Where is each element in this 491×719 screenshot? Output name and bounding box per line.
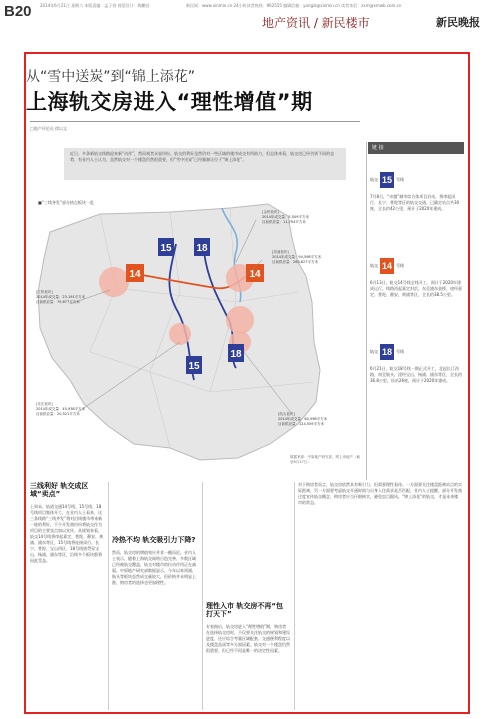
line-14-badge: 14 bbox=[380, 258, 394, 274]
line-15-marker bbox=[158, 238, 174, 256]
hotspot-circle bbox=[226, 306, 254, 334]
column-divider bbox=[202, 482, 203, 710]
svg-text:15: 15 bbox=[188, 361, 200, 372]
svg-text:14: 14 bbox=[129, 269, 141, 280]
contact-meta: 新民网：www.xinmin.cn 24小时读者热线：962555 编辑信箱：yangzi@xinmin.cn 读者来信：zxm@xmwb.com.cn bbox=[186, 3, 402, 8]
column-3-subhead: 理性入市 轨交房不再“包打天下” bbox=[206, 602, 284, 618]
svg-text:15: 15 bbox=[160, 243, 172, 254]
svg-text:18: 18 bbox=[230, 349, 242, 360]
callout-xinzhuang: [莘庄板块] 2014年成交量：45,938平方米 目前供应量：20,521平方米 bbox=[36, 402, 86, 416]
column-divider bbox=[108, 482, 109, 710]
column-1 bbox=[30, 482, 104, 564]
section-title: 地产资讯 / 新民楼市 bbox=[262, 16, 370, 30]
column-1-text: 上周末，轨道交通14号线、15号线、18号线项目集体开工，在业内人士看来，这三条线路“三线齐发”将对沿线楼市带来新一轮的利好，不少开发商纷纷将轨交作为项目的主要卖点加以宣传。从规划来看，轨交14号线将串起嘉定、普陀、静安、黄浦、浦东等区，15号线将连接闵行、长宁、普陀、宝山四区，18号线则贯穿宝山、杨浦、浦东等区，沿线多个板块都将因此受益。 bbox=[30, 504, 104, 563]
hotspot-circle bbox=[169, 323, 191, 345]
line-15-label: 轨交 15 号线 bbox=[370, 172, 404, 188]
sidebar-divider bbox=[366, 142, 367, 480]
sidebar-header-label: 链 接 bbox=[372, 145, 384, 151]
svg-text:14: 14 bbox=[249, 269, 261, 280]
article-headline: 上海轨交房进入“理性增值”期 bbox=[26, 90, 313, 114]
column-2-subhead: 冷热不均 轨交吸引力下降? bbox=[112, 536, 196, 544]
callout-hangtou: [航头板块] 2014年成交量：60,596平方米 目前供应量：124,559平方米 bbox=[278, 412, 328, 426]
line-18-marker bbox=[194, 238, 210, 256]
line-14-marker-west bbox=[126, 264, 144, 282]
column-3-text: 专家指出，轨交房进入“理性增值”期，购房者在选择轨交房时，不仅要关注轨交的规划和建设进度，还应综合考量区域配套、交通便利程度以及楼盘品质等多方面因素。轨交对一个楼盘仍然很重要，但已经不再是唯一的决定性因素。 bbox=[206, 624, 290, 653]
column-4 bbox=[298, 482, 462, 506]
line-15-marker-south bbox=[186, 356, 202, 374]
line-15-badge: 15 bbox=[380, 172, 394, 188]
line-18-badge: 18 bbox=[380, 344, 394, 360]
article-lead: 近日，多条新轨交线路迎来新“动作”，然而观者众说纷纭。轨交的利好虽然仍对一些区域的楼市成交有所助力，但总体来看，轨交房已经告别不同的态势，有业内人士认为，虽然轨交对一个楼盘仍然很重要，但“雪中送炭”已经渐渐让位于“锦上添花”。 bbox=[64, 148, 346, 180]
line-18-label: 轨交 18 号线 bbox=[370, 344, 404, 360]
line-18-marker-south bbox=[228, 344, 244, 362]
article-byline: □地产评论员 徐以文 bbox=[30, 126, 68, 131]
line-18-text: 6月21日，轨交18号线一期正式开工，北起长江西路，南至航头，途经宝山、杨浦、浦东等区，全长约36.8公里，设站26座，预计于2020年建成。 bbox=[370, 366, 462, 383]
line-15-text: 7月8日，“卓越”城市综合体项目启动，将串起闵行、长宁、普陀等区的轨交交通，已确定站点共30座，全长约42公里，预计于2020年建成。 bbox=[370, 194, 460, 211]
article-kicker: 从“雪中送炭”到“锦上添花” bbox=[26, 69, 196, 85]
column-2-text: 然而，轨交房的增值效应并非一概而论。业内人士表示，随着上海轨交网络日趋完善，多数区域已经被轨交覆盖，轨交对楼市的拉动作用正在减弱。中原地产研究部数据显示，今年以来周浦、航头等板块虽然成交量较大，但价格并未明显上涨，购房者的选择也更加理性。 bbox=[112, 550, 196, 585]
column-divider bbox=[294, 482, 295, 710]
column-1-title: 三线利好 轨交成区域“卖点” bbox=[30, 482, 89, 498]
column-3 bbox=[206, 482, 290, 654]
map-source: 数据来源：中原地产研究部，网上房地产（截至6月17日） bbox=[290, 455, 360, 464]
column-2 bbox=[112, 482, 198, 586]
page-number: B20 bbox=[4, 3, 32, 20]
callout-jinqiao: [金桥板块] 2014年成交量：5,509平方米 目前供应量：11,794平方米 bbox=[262, 210, 309, 224]
column-4-text: 对于购房者而言，轨交房依然具有吸引力，但需要理性看待。一方面要关注楼盘距离站点的实际距离，另一方面要考虑轨交开通时间与自身入住需求是否匹配。业内人士提醒，部分开发商过度宣传轨交概念，购房者应当仔细核实，避免盲目跟风。“锦上添花”的轨交，才是未来楼市的常态。 bbox=[298, 482, 462, 505]
edition-meta: 2014年6月21日 星期六 本版责编：孟子容 视觉设计：陶鹏昌 bbox=[40, 3, 150, 8]
callout-jiangqiao: [江桥板块] 2014年成交量：23,191平方米 目前供应量：79,677平方米 bbox=[36, 290, 86, 304]
line-14-label: 轨交 14 号线 bbox=[370, 258, 404, 274]
map-title: ■“三线齐发”部分热点板块一览 bbox=[38, 200, 94, 205]
headline-rule bbox=[30, 121, 360, 122]
svg-text:18: 18 bbox=[196, 243, 208, 254]
page-header bbox=[0, 0, 491, 30]
callout-zhoupu: [周浦板块] 2014年成交量：94,598平方米 目前供应量：263,627平方米 bbox=[272, 250, 322, 264]
line-14-text: 6月13日，轨交14号线全线开工，预计于2020年建成运行。线路西起嘉定封浜，东至浦东金桥，途经嘉定、普陀、静安、黄浦等区，全长约38.5公里。 bbox=[370, 280, 462, 297]
newspaper-logo: 新民晚报 bbox=[436, 16, 480, 29]
